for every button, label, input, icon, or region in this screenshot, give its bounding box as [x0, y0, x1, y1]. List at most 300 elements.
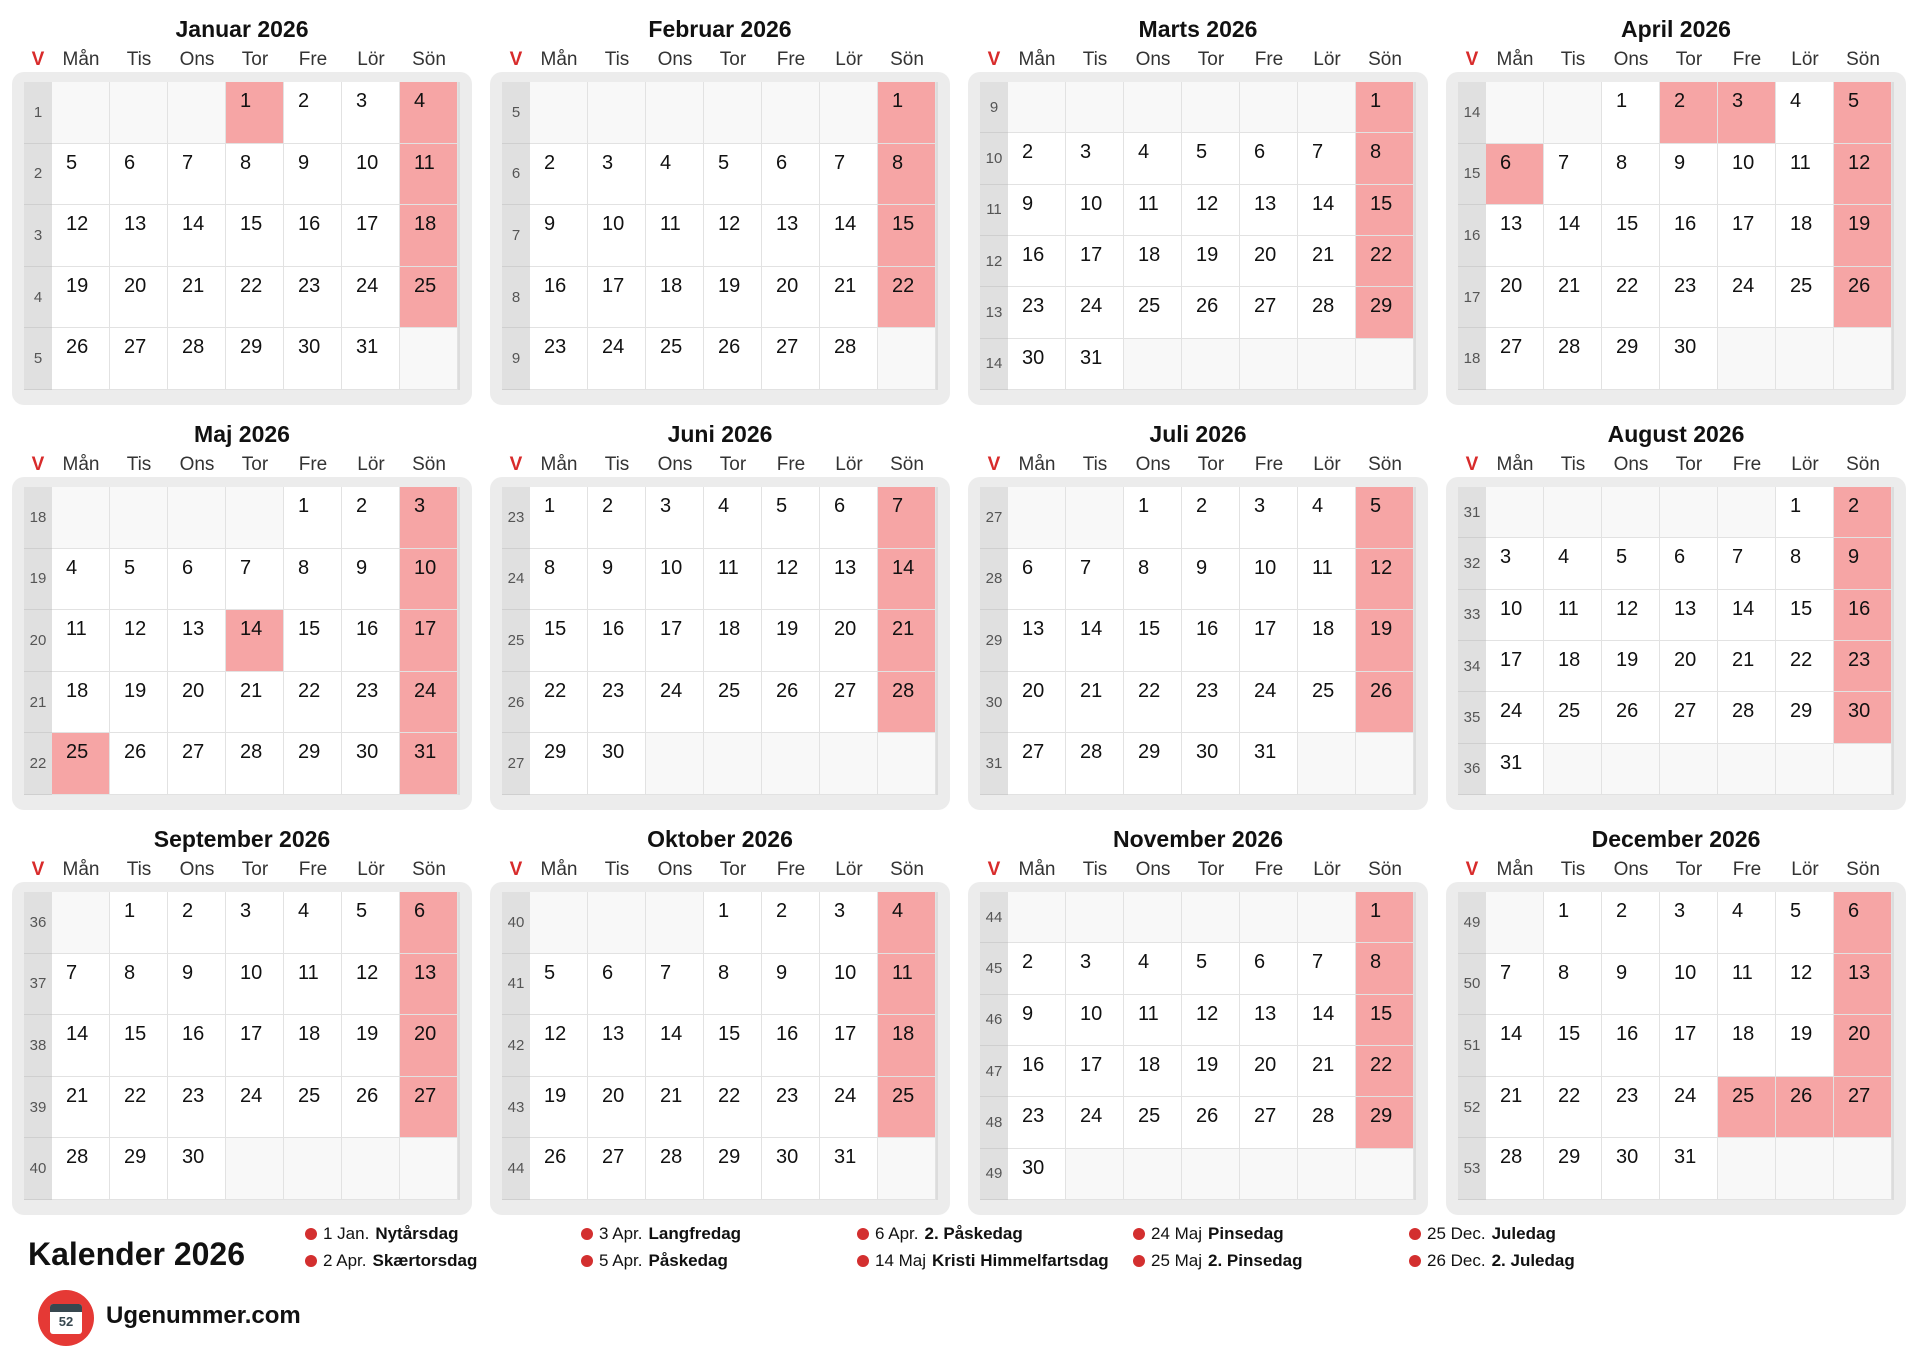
day-cell[interactable]: 15 — [226, 205, 284, 267]
day-cell[interactable]: 2 — [1008, 133, 1066, 184]
day-cell[interactable]: 6 — [1660, 538, 1718, 589]
day-cell[interactable]: 3 — [342, 82, 400, 144]
day-cell[interactable]: 20 — [400, 1015, 458, 1077]
day-cell[interactable]: 12 — [1602, 590, 1660, 641]
day-cell[interactable]: 15 — [1356, 185, 1414, 236]
day-cell[interactable]: 3 — [1486, 538, 1544, 589]
day-cell[interactable]: 20 — [588, 1077, 646, 1139]
day-cell[interactable]: 19 — [1182, 236, 1240, 287]
day-cell[interactable]: 29 — [1544, 1138, 1602, 1200]
day-cell[interactable]: 17 — [1066, 1046, 1124, 1097]
day-cell[interactable]: 10 — [1660, 954, 1718, 1016]
day-cell[interactable]: 5 — [110, 549, 168, 611]
day-cell[interactable]: 1 — [1544, 892, 1602, 954]
day-cell[interactable]: 19 — [1356, 610, 1414, 672]
day-cell[interactable]: 7 — [1066, 549, 1124, 611]
day-cell[interactable]: 12 — [342, 954, 400, 1016]
day-cell[interactable]: 16 — [1008, 1046, 1066, 1097]
day-cell[interactable]: 6 — [820, 487, 878, 549]
day-cell[interactable]: 1 — [530, 487, 588, 549]
day-cell[interactable]: 2 — [284, 82, 342, 144]
day-cell[interactable]: 14 — [1298, 995, 1356, 1046]
day-cell[interactable]: 8 — [1544, 954, 1602, 1016]
day-cell[interactable]: 19 — [1834, 205, 1892, 267]
day-cell[interactable]: 7 — [1298, 133, 1356, 184]
day-cell[interactable]: 21 — [878, 610, 936, 672]
day-cell[interactable]: 5 — [1776, 892, 1834, 954]
day-cell[interactable]: 23 — [762, 1077, 820, 1139]
day-cell[interactable]: 19 — [530, 1077, 588, 1139]
day-cell[interactable]: 27 — [1486, 328, 1544, 390]
day-cell[interactable]: 10 — [820, 954, 878, 1016]
day-cell[interactable]: 6 — [588, 954, 646, 1016]
day-cell[interactable]: 29 — [226, 328, 284, 390]
day-cell[interactable]: 21 — [1298, 236, 1356, 287]
day-cell[interactable]: 6 — [1008, 549, 1066, 611]
day-cell[interactable]: 5 — [1834, 82, 1892, 144]
day-cell[interactable]: 29 — [1124, 733, 1182, 795]
day-cell[interactable]: 14 — [878, 549, 936, 611]
day-cell[interactable]: 6 — [168, 549, 226, 611]
day-cell[interactable]: 8 — [704, 954, 762, 1016]
day-cell[interactable]: 24 — [1066, 287, 1124, 338]
day-cell[interactable]: 10 — [1066, 995, 1124, 1046]
day-cell[interactable]: 26 — [110, 733, 168, 795]
day-cell[interactable]: 16 — [1834, 590, 1892, 641]
day-cell[interactable]: 17 — [588, 267, 646, 329]
day-cell[interactable]: 23 — [588, 672, 646, 734]
day-cell[interactable]: 30 — [284, 328, 342, 390]
day-cell[interactable]: 26 — [762, 672, 820, 734]
day-cell[interactable]: 14 — [1718, 590, 1776, 641]
day-cell[interactable]: 14 — [820, 205, 878, 267]
day-cell[interactable]: 25 — [52, 733, 110, 795]
day-cell[interactable]: 29 — [1356, 287, 1414, 338]
day-cell[interactable]: 23 — [1182, 672, 1240, 734]
day-cell[interactable]: 29 — [1602, 328, 1660, 390]
day-cell[interactable]: 15 — [1356, 995, 1414, 1046]
day-cell[interactable]: 14 — [1066, 610, 1124, 672]
day-cell[interactable]: 16 — [530, 267, 588, 329]
day-cell[interactable]: 23 — [1834, 641, 1892, 692]
day-cell[interactable]: 26 — [1356, 672, 1414, 734]
day-cell[interactable]: 29 — [1776, 692, 1834, 743]
day-cell[interactable]: 18 — [1124, 236, 1182, 287]
day-cell[interactable]: 13 — [1486, 205, 1544, 267]
day-cell[interactable]: 13 — [820, 549, 878, 611]
day-cell[interactable]: 3 — [820, 892, 878, 954]
day-cell[interactable]: 9 — [1660, 144, 1718, 206]
day-cell[interactable]: 29 — [530, 733, 588, 795]
day-cell[interactable]: 11 — [1718, 954, 1776, 1016]
day-cell[interactable]: 21 — [1486, 1077, 1544, 1139]
day-cell[interactable]: 4 — [1776, 82, 1834, 144]
day-cell[interactable]: 19 — [704, 267, 762, 329]
day-cell[interactable]: 7 — [1486, 954, 1544, 1016]
day-cell[interactable]: 16 — [284, 205, 342, 267]
day-cell[interactable]: 31 — [342, 328, 400, 390]
day-cell[interactable]: 31 — [400, 733, 458, 795]
day-cell[interactable]: 9 — [168, 954, 226, 1016]
day-cell[interactable]: 6 — [1240, 133, 1298, 184]
day-cell[interactable]: 23 — [1008, 1097, 1066, 1148]
day-cell[interactable]: 4 — [1298, 487, 1356, 549]
day-cell[interactable]: 23 — [530, 328, 588, 390]
day-cell[interactable]: 25 — [1124, 287, 1182, 338]
day-cell[interactable]: 9 — [1182, 549, 1240, 611]
day-cell[interactable]: 18 — [704, 610, 762, 672]
day-cell[interactable]: 5 — [762, 487, 820, 549]
day-cell[interactable]: 17 — [1240, 610, 1298, 672]
day-cell[interactable]: 27 — [1660, 692, 1718, 743]
day-cell[interactable]: 26 — [52, 328, 110, 390]
day-cell[interactable]: 30 — [168, 1138, 226, 1200]
day-cell[interactable]: 24 — [400, 672, 458, 734]
day-cell[interactable]: 23 — [1008, 287, 1066, 338]
day-cell[interactable]: 24 — [588, 328, 646, 390]
day-cell[interactable]: 1 — [878, 82, 936, 144]
day-cell[interactable]: 31 — [1240, 733, 1298, 795]
day-cell[interactable]: 13 — [1240, 995, 1298, 1046]
day-cell[interactable]: 21 — [1718, 641, 1776, 692]
day-cell[interactable]: 26 — [342, 1077, 400, 1139]
day-cell[interactable]: 10 — [1486, 590, 1544, 641]
day-cell[interactable]: 15 — [878, 205, 936, 267]
day-cell[interactable]: 21 — [820, 267, 878, 329]
day-cell[interactable]: 5 — [1182, 133, 1240, 184]
day-cell[interactable]: 25 — [1776, 267, 1834, 329]
day-cell[interactable]: 14 — [1298, 185, 1356, 236]
day-cell[interactable]: 27 — [400, 1077, 458, 1139]
day-cell[interactable]: 8 — [284, 549, 342, 611]
day-cell[interactable]: 11 — [1776, 144, 1834, 206]
day-cell[interactable]: 18 — [284, 1015, 342, 1077]
day-cell[interactable]: 4 — [52, 549, 110, 611]
day-cell[interactable]: 13 — [762, 205, 820, 267]
day-cell[interactable]: 3 — [588, 144, 646, 206]
day-cell[interactable]: 17 — [1066, 236, 1124, 287]
day-cell[interactable]: 19 — [52, 267, 110, 329]
day-cell[interactable]: 15 — [110, 1015, 168, 1077]
day-cell[interactable]: 20 — [1486, 267, 1544, 329]
day-cell[interactable]: 22 — [110, 1077, 168, 1139]
day-cell[interactable]: 21 — [226, 672, 284, 734]
day-cell[interactable]: 9 — [762, 954, 820, 1016]
day-cell[interactable]: 2 — [762, 892, 820, 954]
day-cell[interactable]: 20 — [168, 672, 226, 734]
day-cell[interactable]: 21 — [168, 267, 226, 329]
day-cell[interactable]: 3 — [1718, 82, 1776, 144]
day-cell[interactable]: 26 — [530, 1138, 588, 1200]
day-cell[interactable]: 25 — [284, 1077, 342, 1139]
day-cell[interactable]: 22 — [1356, 236, 1414, 287]
day-cell[interactable]: 22 — [878, 267, 936, 329]
day-cell[interactable]: 31 — [1066, 339, 1124, 390]
day-cell[interactable]: 24 — [1660, 1077, 1718, 1139]
day-cell[interactable]: 30 — [1602, 1138, 1660, 1200]
day-cell[interactable]: 1 — [1602, 82, 1660, 144]
day-cell[interactable]: 22 — [284, 672, 342, 734]
day-cell[interactable]: 28 — [1718, 692, 1776, 743]
day-cell[interactable]: 7 — [226, 549, 284, 611]
day-cell[interactable]: 12 — [110, 610, 168, 672]
day-cell[interactable]: 4 — [1544, 538, 1602, 589]
day-cell[interactable]: 26 — [1834, 267, 1892, 329]
day-cell[interactable]: 15 — [704, 1015, 762, 1077]
day-cell[interactable]: 2 — [1834, 487, 1892, 538]
day-cell[interactable]: 12 — [1182, 995, 1240, 1046]
day-cell[interactable]: 19 — [1602, 641, 1660, 692]
day-cell[interactable]: 13 — [1660, 590, 1718, 641]
day-cell[interactable]: 25 — [704, 672, 762, 734]
day-cell[interactable]: 10 — [400, 549, 458, 611]
day-cell[interactable]: 23 — [342, 672, 400, 734]
day-cell[interactable]: 23 — [1660, 267, 1718, 329]
day-cell[interactable]: 16 — [1008, 236, 1066, 287]
day-cell[interactable]: 22 — [1602, 267, 1660, 329]
day-cell[interactable]: 16 — [1660, 205, 1718, 267]
day-cell[interactable]: 2 — [342, 487, 400, 549]
day-cell[interactable]: 1 — [704, 892, 762, 954]
day-cell[interactable]: 18 — [400, 205, 458, 267]
day-cell[interactable]: 10 — [588, 205, 646, 267]
day-cell[interactable]: 10 — [342, 144, 400, 206]
day-cell[interactable]: 9 — [342, 549, 400, 611]
day-cell[interactable]: 20 — [1240, 1046, 1298, 1097]
day-cell[interactable]: 26 — [1182, 287, 1240, 338]
day-cell[interactable]: 20 — [762, 267, 820, 329]
day-cell[interactable]: 12 — [762, 549, 820, 611]
day-cell[interactable]: 15 — [530, 610, 588, 672]
day-cell[interactable]: 15 — [1544, 1015, 1602, 1077]
day-cell[interactable]: 7 — [52, 954, 110, 1016]
day-cell[interactable]: 8 — [1356, 943, 1414, 994]
day-cell[interactable]: 8 — [530, 549, 588, 611]
day-cell[interactable]: 5 — [530, 954, 588, 1016]
day-cell[interactable]: 17 — [1486, 641, 1544, 692]
day-cell[interactable]: 6 — [1240, 943, 1298, 994]
day-cell[interactable]: 11 — [1124, 995, 1182, 1046]
day-cell[interactable]: 29 — [1356, 1097, 1414, 1148]
day-cell[interactable]: 12 — [1182, 185, 1240, 236]
day-cell[interactable]: 28 — [168, 328, 226, 390]
day-cell[interactable]: 22 — [1776, 641, 1834, 692]
day-cell[interactable]: 27 — [110, 328, 168, 390]
day-cell[interactable]: 16 — [1182, 610, 1240, 672]
day-cell[interactable]: 3 — [646, 487, 704, 549]
day-cell[interactable]: 27 — [168, 733, 226, 795]
day-cell[interactable]: 22 — [530, 672, 588, 734]
day-cell[interactable]: 14 — [52, 1015, 110, 1077]
day-cell[interactable]: 3 — [1660, 892, 1718, 954]
day-cell[interactable]: 29 — [704, 1138, 762, 1200]
day-cell[interactable]: 27 — [588, 1138, 646, 1200]
day-cell[interactable]: 1 — [284, 487, 342, 549]
day-cell[interactable]: 16 — [342, 610, 400, 672]
day-cell[interactable]: 16 — [168, 1015, 226, 1077]
day-cell[interactable]: 10 — [226, 954, 284, 1016]
day-cell[interactable]: 6 — [110, 144, 168, 206]
day-cell[interactable]: 29 — [110, 1138, 168, 1200]
day-cell[interactable]: 21 — [1066, 672, 1124, 734]
day-cell[interactable]: 13 — [168, 610, 226, 672]
day-cell[interactable]: 17 — [820, 1015, 878, 1077]
day-cell[interactable]: 16 — [762, 1015, 820, 1077]
day-cell[interactable]: 24 — [226, 1077, 284, 1139]
day-cell[interactable]: 25 — [1298, 672, 1356, 734]
day-cell[interactable]: 27 — [1008, 733, 1066, 795]
day-cell[interactable]: 1 — [110, 892, 168, 954]
day-cell[interactable]: 3 — [1066, 943, 1124, 994]
day-cell[interactable]: 12 — [52, 205, 110, 267]
day-cell[interactable]: 18 — [1298, 610, 1356, 672]
day-cell[interactable]: 20 — [1834, 1015, 1892, 1077]
day-cell[interactable]: 10 — [1718, 144, 1776, 206]
day-cell[interactable]: 1 — [1124, 487, 1182, 549]
day-cell[interactable]: 8 — [1776, 538, 1834, 589]
day-cell[interactable]: 19 — [1776, 1015, 1834, 1077]
day-cell[interactable]: 15 — [284, 610, 342, 672]
day-cell[interactable]: 22 — [226, 267, 284, 329]
day-cell[interactable]: 28 — [1544, 328, 1602, 390]
day-cell[interactable]: 18 — [1544, 641, 1602, 692]
day-cell[interactable]: 14 — [1486, 1015, 1544, 1077]
day-cell[interactable]: 4 — [400, 82, 458, 144]
day-cell[interactable]: 30 — [762, 1138, 820, 1200]
day-cell[interactable]: 3 — [400, 487, 458, 549]
day-cell[interactable]: 20 — [1008, 672, 1066, 734]
day-cell[interactable]: 1 — [1356, 82, 1414, 133]
day-cell[interactable]: 7 — [878, 487, 936, 549]
day-cell[interactable]: 2 — [1660, 82, 1718, 144]
day-cell[interactable]: 25 — [400, 267, 458, 329]
day-cell[interactable]: 14 — [646, 1015, 704, 1077]
day-cell[interactable]: 18 — [878, 1015, 936, 1077]
day-cell[interactable]: 11 — [1298, 549, 1356, 611]
day-cell[interactable]: 19 — [1182, 1046, 1240, 1097]
day-cell[interactable]: 9 — [588, 549, 646, 611]
day-cell[interactable]: 6 — [1486, 144, 1544, 206]
day-cell[interactable]: 13 — [110, 205, 168, 267]
day-cell[interactable]: 13 — [588, 1015, 646, 1077]
day-cell[interactable]: 14 — [226, 610, 284, 672]
day-cell[interactable]: 11 — [704, 549, 762, 611]
day-cell[interactable]: 30 — [1008, 339, 1066, 390]
day-cell[interactable]: 9 — [1008, 185, 1066, 236]
day-cell[interactable]: 4 — [1124, 943, 1182, 994]
day-cell[interactable]: 7 — [1298, 943, 1356, 994]
day-cell[interactable]: 24 — [1718, 267, 1776, 329]
day-cell[interactable]: 28 — [820, 328, 878, 390]
day-cell[interactable]: 4 — [646, 144, 704, 206]
day-cell[interactable]: 21 — [646, 1077, 704, 1139]
day-cell[interactable]: 24 — [1240, 672, 1298, 734]
day-cell[interactable]: 14 — [1544, 205, 1602, 267]
day-cell[interactable]: 28 — [646, 1138, 704, 1200]
day-cell[interactable]: 1 — [226, 82, 284, 144]
day-cell[interactable]: 28 — [1298, 1097, 1356, 1148]
day-cell[interactable]: 11 — [1544, 590, 1602, 641]
day-cell[interactable]: 10 — [1066, 185, 1124, 236]
day-cell[interactable]: 28 — [1066, 733, 1124, 795]
day-cell[interactable]: 12 — [530, 1015, 588, 1077]
day-cell[interactable]: 30 — [1834, 692, 1892, 743]
day-cell[interactable]: 8 — [878, 144, 936, 206]
day-cell[interactable]: 18 — [1776, 205, 1834, 267]
day-cell[interactable]: 13 — [1008, 610, 1066, 672]
day-cell[interactable]: 9 — [1834, 538, 1892, 589]
day-cell[interactable]: 25 — [646, 328, 704, 390]
day-cell[interactable]: 30 — [588, 733, 646, 795]
day-cell[interactable]: 27 — [762, 328, 820, 390]
day-cell[interactable]: 7 — [1718, 538, 1776, 589]
day-cell[interactable]: 11 — [52, 610, 110, 672]
day-cell[interactable]: 5 — [1182, 943, 1240, 994]
day-cell[interactable]: 26 — [1776, 1077, 1834, 1139]
day-cell[interactable]: 8 — [1356, 133, 1414, 184]
day-cell[interactable]: 25 — [1124, 1097, 1182, 1148]
day-cell[interactable]: 6 — [400, 892, 458, 954]
day-cell[interactable]: 14 — [168, 205, 226, 267]
day-cell[interactable]: 2 — [1008, 943, 1066, 994]
day-cell[interactable]: 28 — [52, 1138, 110, 1200]
day-cell[interactable]: 28 — [878, 672, 936, 734]
day-cell[interactable]: 27 — [1240, 1097, 1298, 1148]
day-cell[interactable]: 12 — [1356, 549, 1414, 611]
day-cell[interactable]: 2 — [1182, 487, 1240, 549]
day-cell[interactable]: 7 — [646, 954, 704, 1016]
day-cell[interactable]: 24 — [1486, 692, 1544, 743]
day-cell[interactable]: 15 — [1602, 205, 1660, 267]
day-cell[interactable]: 6 — [762, 144, 820, 206]
day-cell[interactable]: 4 — [1124, 133, 1182, 184]
day-cell[interactable]: 24 — [342, 267, 400, 329]
day-cell[interactable]: 23 — [284, 267, 342, 329]
day-cell[interactable]: 31 — [1660, 1138, 1718, 1200]
day-cell[interactable]: 3 — [1066, 133, 1124, 184]
day-cell[interactable]: 13 — [1240, 185, 1298, 236]
day-cell[interactable]: 27 — [1834, 1077, 1892, 1139]
day-cell[interactable]: 8 — [1124, 549, 1182, 611]
day-cell[interactable]: 5 — [704, 144, 762, 206]
day-cell[interactable]: 12 — [704, 205, 762, 267]
day-cell[interactable]: 11 — [646, 205, 704, 267]
day-cell[interactable]: 21 — [1544, 267, 1602, 329]
day-cell[interactable]: 25 — [1544, 692, 1602, 743]
day-cell[interactable]: 7 — [168, 144, 226, 206]
day-cell[interactable]: 5 — [1602, 538, 1660, 589]
day-cell[interactable]: 25 — [878, 1077, 936, 1139]
day-cell[interactable]: 18 — [52, 672, 110, 734]
day-cell[interactable]: 10 — [646, 549, 704, 611]
day-cell[interactable]: 12 — [1776, 954, 1834, 1016]
day-cell[interactable]: 20 — [820, 610, 878, 672]
day-cell[interactable]: 30 — [342, 733, 400, 795]
day-cell[interactable]: 26 — [1602, 692, 1660, 743]
day-cell[interactable]: 8 — [110, 954, 168, 1016]
day-cell[interactable]: 23 — [1602, 1077, 1660, 1139]
day-cell[interactable]: 24 — [820, 1077, 878, 1139]
day-cell[interactable]: 2 — [530, 144, 588, 206]
day-cell[interactable]: 20 — [1660, 641, 1718, 692]
day-cell[interactable]: 22 — [1124, 672, 1182, 734]
day-cell[interactable]: 3 — [226, 892, 284, 954]
day-cell[interactable]: 27 — [820, 672, 878, 734]
day-cell[interactable]: 8 — [1602, 144, 1660, 206]
day-cell[interactable]: 5 — [52, 144, 110, 206]
day-cell[interactable]: 18 — [646, 267, 704, 329]
day-cell[interactable]: 9 — [530, 205, 588, 267]
